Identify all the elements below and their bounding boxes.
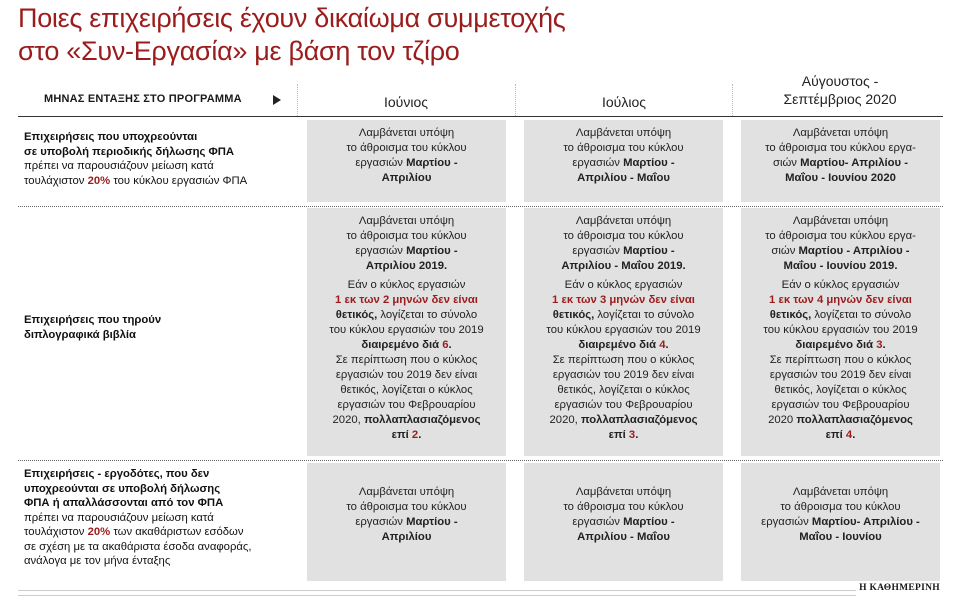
column-header-aug-sep-line2: Σεπτέμβριος 2020	[783, 91, 897, 107]
cell-text: 1 εκ των 4 μηνών δεν είναι	[769, 294, 912, 306]
cell-r1-july	[524, 120, 723, 202]
cell-text: Λαμβάνεται υπόψη	[575, 215, 672, 227]
cell-text: εργασιών	[355, 157, 407, 169]
cell-text: 3	[628, 429, 636, 441]
cell-text: Μαρτίου -	[406, 157, 458, 169]
cell-text: εργασιών	[355, 516, 407, 528]
cell-text: το άθροισμα του κύκλου	[346, 142, 467, 154]
cell-text: διαιρεμένο διά	[795, 339, 877, 351]
cell-r1-june	[307, 120, 506, 202]
cell-text: Λαμβάνεται υπόψη	[358, 215, 455, 227]
row1-label-line2: σε υποβολή περιοδικής δήλωσης ΦΠΑ	[24, 145, 235, 158]
row3-label-line5b: των ακαθάριστων εσόδων	[110, 526, 244, 538]
cell-text: Λαμβάνεται υπόψη	[792, 486, 889, 498]
cell-text: θετικός, λογίζεται ο κύκλος	[557, 384, 690, 396]
cell-text: το άθροισμα του κύκλου	[563, 230, 684, 242]
cell-text: Απριλίου - Μαΐου 2019.	[561, 260, 686, 272]
cell-text: 2	[411, 429, 419, 441]
cell-text: σιών	[771, 245, 799, 257]
cell-text: Μαρτίου- Απριλίου -	[811, 516, 920, 528]
cell-text: το άθροισμα του κύκλου	[346, 501, 467, 513]
header-label: ΜΗΝΑΣ ΕΝΤΑΞΗΣ ΣΤΟ ΠΡΟΓΡΑΜΜΑ	[44, 93, 242, 105]
cell-text: Μαρτίου -	[406, 245, 458, 257]
cell-text: 4	[659, 339, 666, 351]
cell-text: του κύκλου εργασιών του 2019	[329, 324, 484, 336]
cell-text: Μαρτίου -	[623, 516, 675, 528]
row-label-double-entry	[24, 313, 296, 342]
row1-label-line4a: τουλάχιστον	[24, 174, 88, 187]
cell-text: Απριλίου	[381, 172, 432, 184]
row3-label-line1: Επιχειρήσεις - εργοδότες, που δεν	[24, 468, 210, 480]
cell-text: Εάν ο κύκλος εργασιών	[564, 279, 683, 291]
row3-label-line4: πρέπει να παρουσιάζουν μείωση κατά	[24, 511, 214, 524]
cell-text: 1 εκ των 2 μηνών δεν είναι	[335, 294, 478, 306]
row-label-vat-filers	[24, 130, 296, 188]
row3-label-line6: σε σχέση με τα ακαθάριστα έσοδα αναφοράς,	[24, 540, 252, 553]
cell-text: Απριλίου - Μαΐου	[577, 531, 670, 543]
cell-text: εργασιών του 2019 δεν είναι	[769, 369, 912, 381]
row1-label-line1: Επιχειρήσεις που υποχρεούνται	[24, 131, 198, 143]
cell-text: το άθροισμα του κύκλου	[780, 501, 901, 513]
cell-text: Μαΐου - Ιουνίου	[799, 531, 882, 543]
cell-text: 4	[845, 429, 853, 441]
cell-text: το άθροισμα του κύκλου	[346, 230, 467, 242]
column-divider	[732, 84, 734, 116]
cell-text: εργασιών του 2019 δεν είναι	[552, 369, 695, 381]
cell-text: Απριλίου - Μαΐου	[577, 172, 670, 184]
cell-text: Μαρτίου -	[623, 245, 675, 257]
cell-text: 2020	[768, 414, 797, 426]
title-line-2: στο «Συν-Εργασία» με βάση τον τζίρο	[18, 36, 460, 66]
cell-text: διαιρεμένο διά	[361, 339, 443, 351]
cell-text: λογίζεται το σύνολο	[377, 309, 478, 321]
cell-text: διαιρεμένο διά	[578, 339, 660, 351]
cell-text: εργασιών του Φεβρουαρίου	[337, 399, 476, 411]
cell-text: θετικός,	[552, 309, 595, 321]
cell-text: Λαμβάνεται υπόψη	[358, 486, 455, 498]
column-divider	[515, 84, 517, 116]
source-credit: Η ΚΑΘΗΜΕΡΙΝΗ	[859, 583, 940, 593]
cell-text: Λαμβάνεται υπόψη	[792, 127, 889, 139]
cell-text: λογίζεται το σύνολο	[811, 309, 912, 321]
cell-text: εργασιών του Φεβρουαρίου	[771, 399, 910, 411]
cell-text: 1 εκ των 3 μηνών δεν είναι	[552, 294, 695, 306]
cell-r2-july: Λαμβάνεται υπόψη το άθροισμα του κύκλου εργασιών Μαρτίου - Απριλίου - Μαΐου 2019. Εάν ο κύκλος εργασιών 1 εκ των 3 μηνών δεν είναι θετικός, λογίζεται το σύνολο του κύκλου εργασιών του 2019 διαιρεμένο διά 4. Σε περίπτωση που ο κύκλος εργασιών του 2019 δεν είναι θετικός, λογίζεται ο κύκλος εργασιών του Φεβρουαρίου 2020, πολλαπλασιαζόμενος επί 3.	[524, 208, 723, 456]
title-line-1: Ποιες επιχειρήσεις έχουν δικαίωμα συμμετοχής	[18, 3, 566, 33]
cell-text: το άθροισμα του κύκλου	[563, 142, 684, 154]
header-rule	[18, 116, 943, 117]
cell-text: επί	[825, 429, 846, 441]
cell-text: εργασιών	[572, 157, 624, 169]
row2-label-line1: Επιχειρήσεις που τηρούν	[24, 314, 162, 326]
cell-r2-june: Λαμβάνεται υπόψη το άθροισμα του κύκλου εργασιών Μαρτίου - Απριλίου 2019. Εάν ο κύκλος εργασιών 1 εκ των 2 μηνών δεν είναι θετικός, λογίζεται το σύνολο του κύκλου εργασιών του 2019 διαιρεμένο διά 6. Σε περίπτωση που ο κύκλος εργασιών του 2019 δεν είναι θετικός, λογίζεται ο κύκλος εργασιών του Φεβρουαρίου 2020, πολλαπλασιαζόμενος επί 2.	[307, 208, 506, 456]
cell-text: Απριλίου 2019.	[365, 260, 448, 272]
row1-label-line4b: του κύκλου εργασιών ΦΠΑ	[110, 174, 248, 187]
cell-text: επί	[391, 429, 412, 441]
footer-rule	[18, 590, 856, 596]
column-header-aug-sep	[740, 72, 940, 108]
cell-text: 6	[442, 339, 449, 351]
cell-r2-aug-sep: Λαμβάνεται υπόψη το άθροισμα του κύκλου εργα- σιών Μαρτίου - Απριλίου - Μαΐου - Ιουνίου 2019. Εάν ο κύκλος εργασιών 1 εκ των 4 μηνών δεν είναι θετικός, λογίζεται το σύνολο του κύκλου εργασιών του 2019 διαιρεμένο διά 3. Σε περίπτωση που ο κύκλος εργασιών του 2019 δεν είναι θετικός, λογίζεται ο κύκλος εργασιών του Φεβρουαρίου 2020 πολλαπλασιαζόμενος επί 4.	[741, 208, 940, 456]
cell-r1-aug-sep	[741, 120, 940, 202]
row1-threshold: 20%	[87, 174, 111, 187]
row2-label-line2: διπλογραφικά βιβλία	[24, 328, 137, 341]
column-divider	[297, 84, 299, 116]
cell-text: Απριλίου	[381, 531, 432, 543]
column-header-july: Ιούλιος	[602, 94, 646, 110]
row3-label-line3: ΦΠΑ ή απαλλάσσονται από τον ΦΠΑ	[24, 497, 224, 509]
cell-text: Μαρτίου -	[623, 157, 675, 169]
cell-text: πολλαπλασιαζόμενος	[363, 414, 481, 426]
cell-text: Λαμβάνεται υπόψη	[575, 486, 672, 498]
page-title	[18, 2, 566, 68]
cell-text: θετικός,	[769, 309, 812, 321]
cell-text: Μαΐου - Ιουνίου 2020	[785, 172, 896, 184]
cell-text: 2020,	[549, 414, 581, 426]
row-label-employers	[24, 467, 296, 569]
column-header-aug-sep-line1: Αύγουστος -	[801, 73, 879, 89]
row3-label-line5a: τουλάχιστον	[24, 526, 88, 538]
cell-text: Μαΐου - Ιουνίου 2019.	[783, 260, 898, 272]
cell-text: του κύκλου εργασιών του 2019	[546, 324, 701, 336]
cell-text: πολλαπλασιαζόμενος	[580, 414, 698, 426]
row3-label-line7: ανάλογα με τον μήνα ένταξης	[24, 555, 171, 567]
cell-text: Σε περίπτωση που ο κύκλος	[769, 354, 912, 366]
cell-text: εργασιών	[572, 245, 624, 257]
cell-text: εργασιών του Φεβρουαρίου	[554, 399, 693, 411]
cell-text: λογίζεται το σύνολο	[594, 309, 695, 321]
cell-text: το άθροισμα του κύκλου εργα-	[765, 230, 916, 242]
cell-text: Εάν ο κύκλος εργασιών	[781, 279, 900, 291]
cell-text: το άθροισμα του κύκλου εργα-	[765, 142, 916, 154]
cell-text: Λαμβάνεται υπόψη	[792, 215, 889, 227]
cell-text: Μαρτίου - Απριλίου -	[798, 245, 910, 257]
cell-text: εργασιών του 2019 δεν είναι	[335, 369, 478, 381]
cell-text: Μαρτίου -	[406, 516, 458, 528]
cell-r3-aug-sep	[741, 463, 940, 581]
cell-text: επί	[608, 429, 629, 441]
cell-r3-july	[524, 463, 723, 581]
column-header-june: Ιούνιος	[384, 94, 428, 110]
cell-text: το άθροισμα του κύκλου	[563, 501, 684, 513]
cell-r3-june	[307, 463, 506, 581]
cell-text: θετικός,	[335, 309, 378, 321]
arrow-right-icon	[273, 95, 281, 105]
cell-text: του κύκλου εργασιών του 2019	[763, 324, 918, 336]
cell-text: εργασιών	[355, 245, 407, 257]
row3-threshold: 20%	[87, 526, 111, 538]
cell-text: Μαρτίου- Απριλίου -	[800, 157, 908, 169]
row1-label-line3: πρέπει να παρουσιάζουν μείωση κατά	[24, 160, 214, 172]
row-divider	[18, 460, 943, 461]
cell-text: εργασιών	[572, 516, 624, 528]
row-divider	[18, 206, 943, 207]
cell-text: θετικός, λογίζεται ο κύκλος	[340, 384, 473, 396]
cell-text: θετικός, λογίζεται ο κύκλος	[774, 384, 907, 396]
cell-text: Λαμβάνεται υπόψη	[358, 127, 455, 139]
cell-text: 2020,	[332, 414, 364, 426]
cell-text: 3	[876, 339, 883, 351]
cell-text: εργασιών	[761, 516, 812, 528]
cell-text: πολλαπλασιαζόμενος	[796, 414, 913, 426]
row3-label-line2: υποχρεούνται σε υποβολή δήλωσης	[24, 482, 221, 495]
cell-text: Εάν ο κύκλος εργασιών	[347, 279, 466, 291]
cell-text: Σε περίπτωση που ο κύκλος	[335, 354, 478, 366]
cell-text: σιών	[773, 157, 801, 169]
cell-text: Λαμβάνεται υπόψη	[575, 127, 672, 139]
cell-text: Σε περίπτωση που ο κύκλος	[552, 354, 695, 366]
